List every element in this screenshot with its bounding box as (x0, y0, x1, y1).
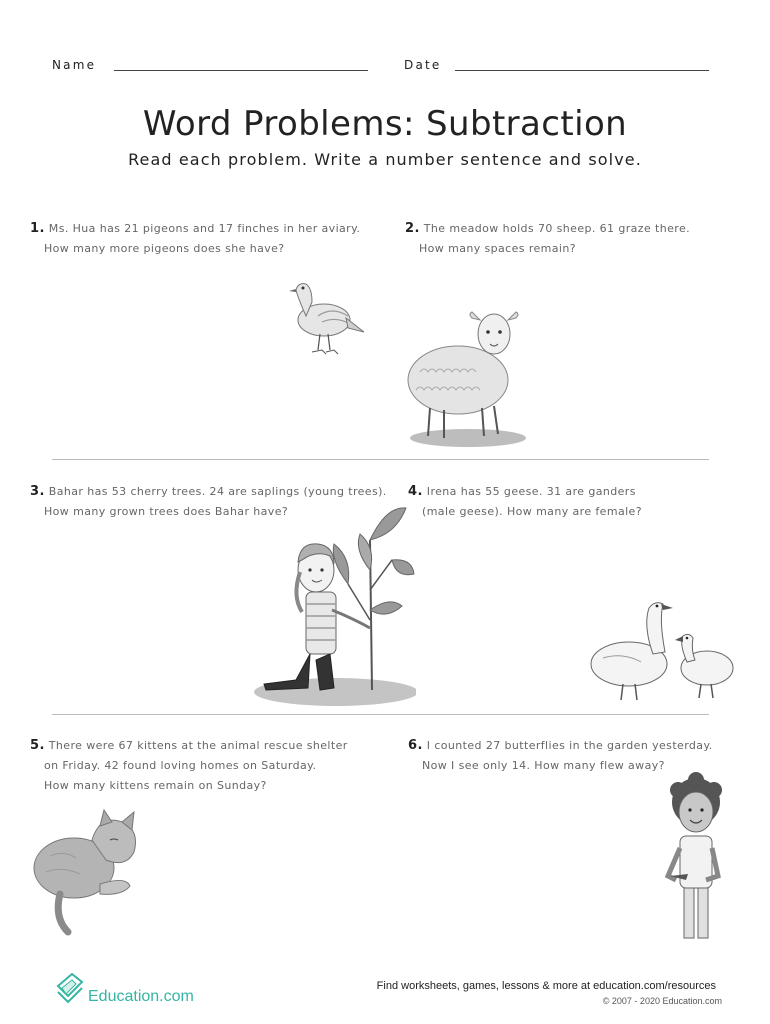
problem-6 (408, 736, 738, 776)
education-logo-text[interactable]: Education.com (88, 988, 194, 1005)
problem-text-line: Irena has 55 geese. 31 are ganders (426, 485, 636, 498)
problem-2 (405, 219, 745, 259)
sheep-illustration (402, 310, 532, 448)
kitten-illustration (30, 806, 142, 936)
boy-illustration (662, 772, 728, 944)
problem-text-line: on Friday. 42 found loving homes on Saturday. (44, 759, 317, 772)
copyright-text: © 2007 - 2020 Education.com (602, 996, 722, 1006)
problem-number: 5. (30, 738, 45, 753)
problem-text-line: Ms. Hua has 21 pigeons and 17 finches in her aviary. (48, 222, 361, 235)
problem-text-line: I counted 27 butterflies in the garden yesterday. (426, 739, 713, 752)
problem-number: 6. (408, 738, 423, 753)
problem-text-line: (male geese). How many are female? (422, 505, 642, 518)
name-field[interactable] (114, 70, 368, 71)
date-field[interactable] (455, 70, 709, 71)
problem-text-line: The meadow holds 70 sheep. 61 graze there. (423, 222, 691, 235)
geese-illustration (583, 596, 741, 708)
worksheet-instructions: Read each problem. Write a number sentence and solve. (128, 150, 642, 169)
problem-text-line: How many spaces remain? (419, 242, 576, 255)
problem-number: 1. (30, 221, 45, 236)
problem-number: 4. (408, 484, 423, 499)
problem-text-line: Now I see only 14. How many flew away? (422, 759, 665, 772)
problem-text-line: There were 67 kittens at the animal rescue shelter (48, 739, 348, 752)
problem-number: 3. (30, 484, 45, 499)
footer-tagline: Find worksheets, games, lessons & more at education.com/resources (376, 980, 716, 992)
problem-number: 2. (405, 221, 420, 236)
worksheet-title: Word Problems: Subtraction (142, 104, 628, 144)
education-logo-icon[interactable] (52, 968, 88, 1008)
girl-planting-tree-illustration (236, 500, 416, 710)
problem-text-line: How many grown trees does Bahar have? (44, 505, 289, 518)
problem-5 (30, 736, 390, 796)
section-divider (52, 714, 709, 715)
problem-1 (30, 219, 380, 259)
problem-text-line: How many more pigeons does she have? (44, 242, 285, 255)
date-label: Date (404, 58, 442, 72)
pigeon-illustration (276, 276, 368, 358)
problem-text-line: How many kittens remain on Sunday? (44, 779, 267, 792)
problem-text-line: Bahar has 53 cherry trees. 24 are saplings (young trees). (48, 485, 387, 498)
problem-4 (408, 482, 738, 522)
section-divider (52, 459, 709, 460)
name-label: Name (52, 58, 97, 72)
